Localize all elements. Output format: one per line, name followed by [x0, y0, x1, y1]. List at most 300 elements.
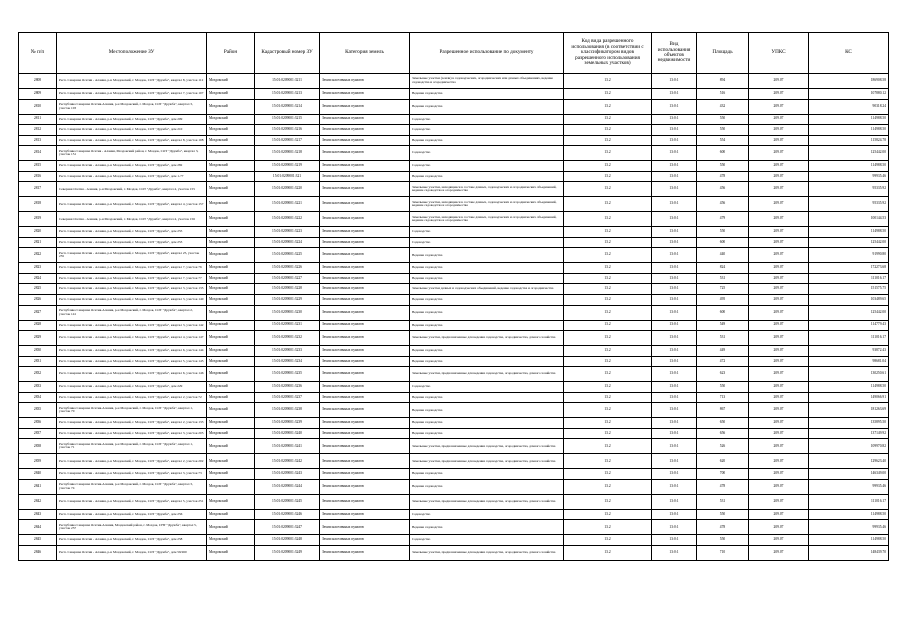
- cell-ks: 99935.46: [809, 520, 889, 535]
- cell-cadastral-number: 15:01:0209001:3219: [255, 161, 320, 172]
- cell-ks: 181263.69: [809, 403, 889, 418]
- cell-permitted-use: Ведение садоводства: [410, 469, 564, 480]
- cell-permitted-use: Ведение садоводства: [410, 305, 564, 320]
- cell-land-category: Земли населенных пунктов: [320, 99, 410, 114]
- cell-ks: 114988.50: [809, 509, 889, 520]
- cell-number: 2835: [19, 403, 57, 418]
- cell-ks: 93872.43: [809, 346, 889, 357]
- table-row: [19, 356, 889, 367]
- cell-number: 2819: [19, 212, 57, 227]
- cell-area: 600: [697, 146, 749, 161]
- cell-use-type: 13:0:1: [652, 346, 697, 357]
- cell-number: 2825: [19, 284, 57, 295]
- cell-area: 531: [697, 273, 749, 284]
- cell-number: 2845: [19, 535, 57, 546]
- cell-area: 456: [697, 182, 749, 197]
- cell-land-category: Земли населенных пунктов: [320, 403, 410, 418]
- cell-ks: 114988.50: [809, 114, 889, 125]
- table-header-row: [19, 33, 889, 74]
- cell-district: Моздокский: [207, 439, 255, 454]
- cell-use-code: 13.2: [564, 135, 652, 146]
- cell-use-code: 13.2: [564, 346, 652, 357]
- cell-cadastral-number: 15:01:0209001:3230: [255, 305, 320, 320]
- cell-number: 2809: [19, 89, 57, 100]
- cell-use-code: 13.2: [564, 182, 652, 197]
- cell-number: 2839: [19, 454, 57, 469]
- cell-use-code: 13.2: [564, 479, 652, 494]
- cell-area: 725: [697, 284, 749, 295]
- cell-permitted-use: Садоводство: [410, 161, 564, 172]
- cell-district: Моздокский: [207, 509, 255, 520]
- cell-land-category: Земли населенных пунктов: [320, 454, 410, 469]
- cell-land-category: Земли населенных пунктов: [320, 237, 410, 248]
- cell-district: Моздокский: [207, 305, 255, 320]
- cell-location: Респ. Северная Осетия - Алания, р-н Моздокский, г. Моздок, СОТ "Дружба", дом 229: [57, 382, 207, 393]
- cell-use-code: 13.2: [564, 227, 652, 238]
- cell-use-code: 13.2: [564, 273, 652, 284]
- cell-permitted-use: Ведение садоводства: [410, 520, 564, 535]
- cell-district: Моздокский: [207, 171, 255, 182]
- cell-land-category: Земли населенных пунктов: [320, 161, 410, 172]
- col-header-use-code: Код вида разрешенного использования (в соответствии с классификатором видов разрешенного использования земельных участков): [564, 33, 652, 74]
- cell-area: 894: [697, 74, 749, 89]
- cell-location: Республика Северная Осетия-Алания, р-н Моздокский, г. Моздок, СОТ "Дружба", квартал 1, участок 71: [57, 439, 207, 454]
- cell-permitted-use: Садоводство: [410, 125, 564, 136]
- col-header-ks: КС: [809, 33, 889, 74]
- cell-location: Респ. Северная Осетия - Алания, р-н Моздокский, г. Моздок, СОТ "Дружба", квартал 2, участок 133: [57, 418, 207, 429]
- cell-use-type: 13:0:1: [652, 392, 697, 403]
- cell-district: Моздокский: [207, 392, 255, 403]
- cell-upks: 209.07: [749, 212, 809, 227]
- table-row: [19, 171, 889, 182]
- cell-use-type: 13:0:1: [652, 161, 697, 172]
- cell-cadastral-number: 15:01:0209001:3227: [255, 273, 320, 284]
- cell-area: 449: [697, 346, 749, 357]
- cell-permitted-use: Ведение садоводства: [410, 403, 564, 418]
- cell-use-code: 13.2: [564, 546, 652, 561]
- table-row: [19, 263, 889, 274]
- table-row: [19, 182, 889, 197]
- cell-number: 2842: [19, 494, 57, 509]
- cell-upks: 209.07: [749, 99, 809, 114]
- cell-upks: 209.07: [749, 248, 809, 263]
- cell-number: 2836: [19, 418, 57, 429]
- table-row: [19, 146, 889, 161]
- cell-number: 2824: [19, 273, 57, 284]
- cell-number: 2815: [19, 161, 57, 172]
- cell-use-type: 13:0:1: [652, 212, 697, 227]
- table-row: [19, 273, 889, 284]
- cell-number: 2841: [19, 479, 57, 494]
- cell-use-code: 13.2: [564, 248, 652, 263]
- cell-cadastral-number: 15:01:0209001:3218: [255, 146, 320, 161]
- cell-cadastral-number: 15:01:0209001:3226: [255, 263, 320, 274]
- cell-use-type: 13:0:1: [652, 89, 697, 100]
- cell-cadastral-number: 15:01:0209001:3228: [255, 284, 320, 295]
- cell-permitted-use: Садоводство: [410, 382, 564, 393]
- cell-land-category: Земли населенных пунктов: [320, 509, 410, 520]
- cell-number: 2828: [19, 320, 57, 331]
- cell-upks: 209.07: [749, 146, 809, 161]
- cell-number: 2831: [19, 356, 57, 367]
- cell-district: Моздокский: [207, 469, 255, 480]
- cell-number: 2838: [19, 439, 57, 454]
- cell-district: Моздокский: [207, 248, 255, 263]
- cell-use-code: 13.2: [564, 494, 652, 509]
- cell-use-type: 13:0:1: [652, 74, 697, 89]
- table-row: [19, 454, 889, 469]
- cell-district: Моздокский: [207, 535, 255, 546]
- cell-use-type: 13:0:1: [652, 479, 697, 494]
- cell-location: Респ. Северная Осетия - Алания, р-н Моздокский, г. Моздок, СОТ "Дружба", квартал 8, участок 112: [57, 74, 207, 89]
- cell-number: 2818: [19, 197, 57, 212]
- cell-cadastral-number: 15:01:0209001:3213: [255, 89, 320, 100]
- cell-district: Моздокский: [207, 382, 255, 393]
- cell-upks: 209.07: [749, 367, 809, 382]
- cell-number: 2813: [19, 135, 57, 146]
- cell-land-category: Земли населенных пунктов: [320, 135, 410, 146]
- cell-ks: 129623.40: [809, 454, 889, 469]
- cell-ks: 98681.04: [809, 356, 889, 367]
- cell-land-category: Земли населенных пунктов: [320, 212, 410, 227]
- cell-area: 526: [697, 439, 749, 454]
- cell-location: Респ. Северная Осетия - Алания, р-н Моздокский, г. Моздок, СОТ "Дружба", квартал 3, участок 73: [57, 469, 207, 480]
- cell-district: Моздокский: [207, 295, 255, 306]
- cell-upks: 209.07: [749, 263, 809, 274]
- table-row: [19, 331, 889, 346]
- cell-use-code: 13.2: [564, 392, 652, 403]
- land-plots-table: [18, 32, 889, 561]
- cell-land-category: Земли населенных пунктов: [320, 367, 410, 382]
- cell-use-type: 13:0:1: [652, 135, 697, 146]
- table-row: [19, 479, 889, 494]
- table-row: [19, 99, 889, 114]
- cell-upks: 209.07: [749, 125, 809, 136]
- cell-use-type: 13:0:1: [652, 273, 697, 284]
- cell-land-category: Земли населенных пунктов: [320, 418, 410, 429]
- cell-use-code: 13.2: [564, 284, 652, 295]
- table-row: [19, 367, 889, 382]
- cell-ks: 186908.58: [809, 74, 889, 89]
- cell-permitted-use: Садоводство: [410, 535, 564, 546]
- cell-number: 2840: [19, 469, 57, 480]
- cell-district: Моздокский: [207, 494, 255, 509]
- cell-use-code: 13.2: [564, 418, 652, 429]
- cell-location: Респ. Северная Осетия - Алания, р-н Моздокский, г. Моздок, СОТ "Дружба", квартал 7, участок 77: [57, 273, 207, 284]
- cell-use-type: 13:0:1: [652, 248, 697, 263]
- cell-upks: 209.07: [749, 320, 809, 331]
- cell-district: Моздокский: [207, 428, 255, 439]
- cell-number: 2810: [19, 99, 57, 114]
- cell-number: 2820: [19, 227, 57, 238]
- table-row: [19, 382, 889, 393]
- cell-use-code: 13.2: [564, 161, 652, 172]
- cell-cadastral-number: 15:01:0209001:321: [255, 171, 320, 182]
- cell-ks: 172273.68: [809, 263, 889, 274]
- cell-ks: 146349.00: [809, 469, 889, 480]
- cell-permitted-use: Земельные участки дачных и садоводческих объединений, ведение садоводства и огородничества: [410, 284, 564, 295]
- cell-district: Моздокский: [207, 346, 255, 357]
- cell-cadastral-number: 15:01:0209001:3223: [255, 227, 320, 238]
- cell-upks: 209.07: [749, 439, 809, 454]
- cell-use-code: 13.2: [564, 146, 652, 161]
- cell-ks: 111016.17: [809, 331, 889, 346]
- cell-district: Моздокский: [207, 454, 255, 469]
- cell-land-category: Земли населенных пунктов: [320, 392, 410, 403]
- cell-upks: 209.07: [749, 305, 809, 320]
- cell-area: 478: [697, 171, 749, 182]
- cell-ks: 99935.46: [809, 479, 889, 494]
- cell-cadastral-number: 15:01:0209001:3215: [255, 114, 320, 125]
- table-row: [19, 469, 889, 480]
- cell-use-code: 13.2: [564, 125, 652, 136]
- col-header-location: Местоположение ЗУ: [57, 33, 207, 74]
- cell-use-type: 13:0:1: [652, 439, 697, 454]
- cell-number: 2846: [19, 546, 57, 561]
- cell-use-code: 13.2: [564, 469, 652, 480]
- cell-use-type: 13:0:1: [652, 367, 697, 382]
- cell-number: 2833: [19, 382, 57, 393]
- cell-upks: 209.07: [749, 135, 809, 146]
- cell-upks: 209.07: [749, 237, 809, 248]
- table-row: [19, 135, 889, 146]
- cell-permitted-use: Ведение садоводства: [410, 135, 564, 146]
- cell-permitted-use: Ведение садоводства: [410, 320, 564, 331]
- table-row: [19, 248, 889, 263]
- cell-permitted-use: Ведение садоводства: [410, 418, 564, 429]
- col-header-upks: УПКС: [749, 33, 809, 74]
- cell-district: Моздокский: [207, 273, 255, 284]
- cell-land-category: Земли населенных пунктов: [320, 535, 410, 546]
- table-row: [19, 403, 889, 418]
- cell-upks: 209.07: [749, 418, 809, 429]
- cell-land-category: Земли населенных пунктов: [320, 74, 410, 89]
- table-row: [19, 212, 889, 227]
- cell-area: 531: [697, 331, 749, 346]
- cell-permitted-use: Садоводство: [410, 114, 564, 125]
- cell-use-type: 13:0:1: [652, 356, 697, 367]
- cell-use-type: 13:0:1: [652, 382, 697, 393]
- col-header-number: № п/п: [19, 33, 57, 74]
- table-row: [19, 392, 889, 403]
- cell-area: 478: [697, 520, 749, 535]
- cell-use-code: 13.2: [564, 454, 652, 469]
- cell-cadastral-number: 15:01:0209001:3249: [255, 546, 320, 561]
- cell-use-type: 13:0:1: [652, 227, 697, 238]
- cell-district: Моздокский: [207, 135, 255, 146]
- cell-use-type: 13:0:1: [652, 509, 697, 520]
- cell-location: Республика Северная Осетия-Алания, р-н Моздокский, г. Моздок, СОТ "Дружба", квартал 3, участок 74: [57, 479, 207, 494]
- cell-permitted-use: Земельные участки, предназначенные для ведения садоводства, огородничества, дачного хозяйства: [410, 331, 564, 346]
- cell-area: 550: [697, 535, 749, 546]
- cell-land-category: Земли населенных пунктов: [320, 346, 410, 357]
- cell-area: 550: [697, 382, 749, 393]
- cell-use-type: 13:0:1: [652, 320, 697, 331]
- cell-location: Респ. Северная Осетия - Алания, р-н Моздокский, г. Моздок, СОТ "Дружба", квартал 3, участок 140: [57, 295, 207, 306]
- table-row: [19, 320, 889, 331]
- cell-use-type: 13:0:1: [652, 295, 697, 306]
- cell-ks: 125442.00: [809, 237, 889, 248]
- cell-permitted-use: Ведение садоводства: [410, 346, 564, 357]
- cell-number: 2834: [19, 392, 57, 403]
- cell-use-type: 13:0:1: [652, 125, 697, 136]
- cell-area: 713: [697, 392, 749, 403]
- cell-cadastral-number: 15:01:0209001:3233: [255, 346, 320, 357]
- cell-land-category: Земли населенных пунктов: [320, 331, 410, 346]
- cell-use-type: 13:0:1: [652, 171, 697, 182]
- cell-ks: 107880.12: [809, 89, 889, 100]
- cell-number: 2826: [19, 295, 57, 306]
- cell-use-code: 13.2: [564, 320, 652, 331]
- cell-use-type: 13:0:1: [652, 182, 697, 197]
- cell-location: Респ. Северная Осетия - Алания, р-н Моздокский, г. Моздок, СОТ "Дружба", квартал 7, участок 107: [57, 89, 207, 100]
- cell-use-code: 13.2: [564, 89, 652, 100]
- cell-upks: 209.07: [749, 74, 809, 89]
- cell-permitted-use: Ведение садоводства: [410, 248, 564, 263]
- cell-location: Республика Северная Осетия-Алания, р-н Моздокский, г. Моздок, СОТ "Дружба", квартал 3, участок 103: [57, 99, 207, 114]
- cell-use-code: 13.2: [564, 367, 652, 382]
- cell-cadastral-number: 15:01:0209001:3244: [255, 479, 320, 494]
- cell-location: Респ. Северная Осетия - Алания, р-н Моздокский, г. Моздок, СОТ "Дружба", квартал 8, участок 108: [57, 135, 207, 146]
- cell-use-code: 13.2: [564, 331, 652, 346]
- table-row: [19, 89, 889, 100]
- cell-number: 2823: [19, 263, 57, 274]
- table-row: [19, 520, 889, 535]
- cell-use-type: 13:0:1: [652, 284, 697, 295]
- cell-district: Моздокский: [207, 197, 255, 212]
- cell-upks: 209.07: [749, 428, 809, 439]
- cell-district: Моздокский: [207, 320, 255, 331]
- cell-ks: 114988.50: [809, 227, 889, 238]
- cell-upks: 209.07: [749, 535, 809, 546]
- cell-area: 440: [697, 248, 749, 263]
- cell-permitted-use: Садоводство: [410, 509, 564, 520]
- cell-land-category: Земли населенных пунктов: [320, 439, 410, 454]
- cell-ks: 114988.50: [809, 535, 889, 546]
- cell-use-type: 13:0:1: [652, 546, 697, 561]
- cell-number: 2832: [19, 367, 57, 382]
- cell-location: Республика Северная Осетия-Алания, Моздокский район, г. Моздок, СНТ "Дружба", квартал 5, участок 257: [57, 520, 207, 535]
- cell-upks: 209.07: [749, 382, 809, 393]
- cell-ks: 149066.91: [809, 392, 889, 403]
- cell-use-type: 13:0:1: [652, 520, 697, 535]
- cell-ks: 114988.50: [809, 161, 889, 172]
- cell-cadastral-number: 15:01:0209001:3238: [255, 403, 320, 418]
- cell-land-category: Земли населенных пунктов: [320, 428, 410, 439]
- cell-upks: 209.07: [749, 392, 809, 403]
- cell-use-type: 13:0:1: [652, 494, 697, 509]
- cell-location: Северная Осетия - Алания, р-н Моздокский, г. Моздок, СОТ "Дружба", квартал 4, участок 156: [57, 212, 207, 227]
- cell-permitted-use: Земельные участки, предназначенные для ведения садоводства, огородничества, дачного хозяйства: [410, 546, 564, 561]
- cell-cadastral-number: 15:01:0209001:3234: [255, 356, 320, 367]
- cell-upks: 209.07: [749, 494, 809, 509]
- cell-location: Респ. Северная Осетия - Алания, р-н Моздокский, г. Моздок, СОТ "Дружба", квартал 6, участок 144: [57, 346, 207, 357]
- cell-upks: 209.07: [749, 479, 809, 494]
- cell-permitted-use: Ведение садоводства: [410, 89, 564, 100]
- col-header-district: Район: [207, 33, 255, 74]
- cell-upks: 209.07: [749, 469, 809, 480]
- cell-number: 2812: [19, 125, 57, 136]
- cell-upks: 209.07: [749, 509, 809, 520]
- cell-ks: 137149.92: [809, 428, 889, 439]
- table-row: [19, 114, 889, 125]
- cell-number: 2844: [19, 520, 57, 535]
- cell-area: 623: [697, 367, 749, 382]
- cell-area: 656: [697, 428, 749, 439]
- cell-number: 2817: [19, 182, 57, 197]
- cell-upks: 209.07: [749, 546, 809, 561]
- cell-cadastral-number: 15:01:0209001:3224: [255, 237, 320, 248]
- cell-location: Респ. Северная Осетия - Алания, р-н Моздокский, г. Моздок, СОТ "Дружба", дом 59/260: [57, 546, 207, 561]
- cell-permitted-use: Ведение садоводства: [410, 263, 564, 274]
- cell-ks: 109970.82: [809, 439, 889, 454]
- table-row: [19, 284, 889, 295]
- cell-land-category: Земли населенных пунктов: [320, 469, 410, 480]
- cell-ks: 115824.78: [809, 135, 889, 146]
- cell-area: 550: [697, 114, 749, 125]
- cell-use-code: 13.2: [564, 439, 652, 454]
- cell-permitted-use: Земельные участки, предназначенные для ведения садоводства, огородничества, дачного хозяйства: [410, 439, 564, 454]
- cell-use-type: 13:0:1: [652, 99, 697, 114]
- cell-ks: 130250.61: [809, 367, 889, 382]
- cell-land-category: Земли населенных пунктов: [320, 494, 410, 509]
- cell-land-category: Земли населенных пунктов: [320, 479, 410, 494]
- cell-upks: 209.07: [749, 331, 809, 346]
- cell-ks: 114779.43: [809, 320, 889, 331]
- cell-location: Респ. Северная Осетия - Алания, р-н Моздокский, г. Моздок, СОТ "Дружба", дом 210: [57, 125, 207, 136]
- cell-use-code: 13.2: [564, 428, 652, 439]
- cell-location: Республика Северная Осетия - Алания, Моздокский район, г. Моздок, СОТ "Дружба", квартал 3, участок 151: [57, 146, 207, 161]
- cell-location: Респ. Северная Осетия - Алания, р-н Моздокский, г. Моздок, СОТ "Дружба", квартал 4, участок 157: [57, 197, 207, 212]
- cell-use-code: 13.2: [564, 197, 652, 212]
- cell-cadastral-number: 15:01:0209001:3248: [255, 535, 320, 546]
- cell-area: 495: [697, 295, 749, 306]
- table-row: [19, 494, 889, 509]
- cell-cadastral-number: 15:01:0209001:3239: [255, 418, 320, 429]
- cell-ks: 100144.53: [809, 212, 889, 227]
- cell-cadastral-number: 15:01:0209001:3214: [255, 99, 320, 114]
- cell-land-category: Земли населенных пунктов: [320, 382, 410, 393]
- cell-location: Респ. Северная Осетия - Алания, р-н Моздокский, г. Моздок, СОТ "Дружба", дом 258: [57, 535, 207, 546]
- cell-cadastral-number: 15:01:0209001:3222: [255, 212, 320, 227]
- cell-ks: 91990.80: [809, 248, 889, 263]
- cell-area: 516: [697, 89, 749, 100]
- cell-permitted-use: Садоводство: [410, 237, 564, 248]
- cell-cadastral-number: 15:01:0209001:3246: [255, 509, 320, 520]
- cell-cadastral-number: 15:01:0209001:3220: [255, 182, 320, 197]
- cell-upks: 209.07: [749, 171, 809, 182]
- cell-use-code: 13.2: [564, 403, 652, 418]
- table-row: [19, 418, 889, 429]
- cell-cadastral-number: 15:01:0209001:3217: [255, 135, 320, 146]
- cell-upks: 209.07: [749, 356, 809, 367]
- cell-ks: 111016.17: [809, 494, 889, 509]
- cell-permitted-use: Ведение садоводства: [410, 428, 564, 439]
- cell-permitted-use: Земельные участки (земли) в садоводческих, огороднических или дачных объединениях, ведение садоводства и огородничества: [410, 74, 564, 89]
- cell-area: 600: [697, 305, 749, 320]
- cell-use-type: 13:0:1: [652, 469, 697, 480]
- cell-area: 472: [697, 356, 749, 367]
- cell-use-type: 13:0:1: [652, 305, 697, 320]
- cell-ks: 99935.46: [809, 171, 889, 182]
- cell-permitted-use: Ведение садоводства: [410, 171, 564, 182]
- cell-upks: 209.07: [749, 197, 809, 212]
- cell-ks: 95335.92: [809, 197, 889, 212]
- table-row: [19, 237, 889, 248]
- cell-use-type: 13:0:1: [652, 331, 697, 346]
- cell-location: Респ. Северная Осетия - Алания, р-н Моздокский, г. Моздок, СОТ "Дружба", квартал 5, участок 251: [57, 494, 207, 509]
- cell-upks: 209.07: [749, 114, 809, 125]
